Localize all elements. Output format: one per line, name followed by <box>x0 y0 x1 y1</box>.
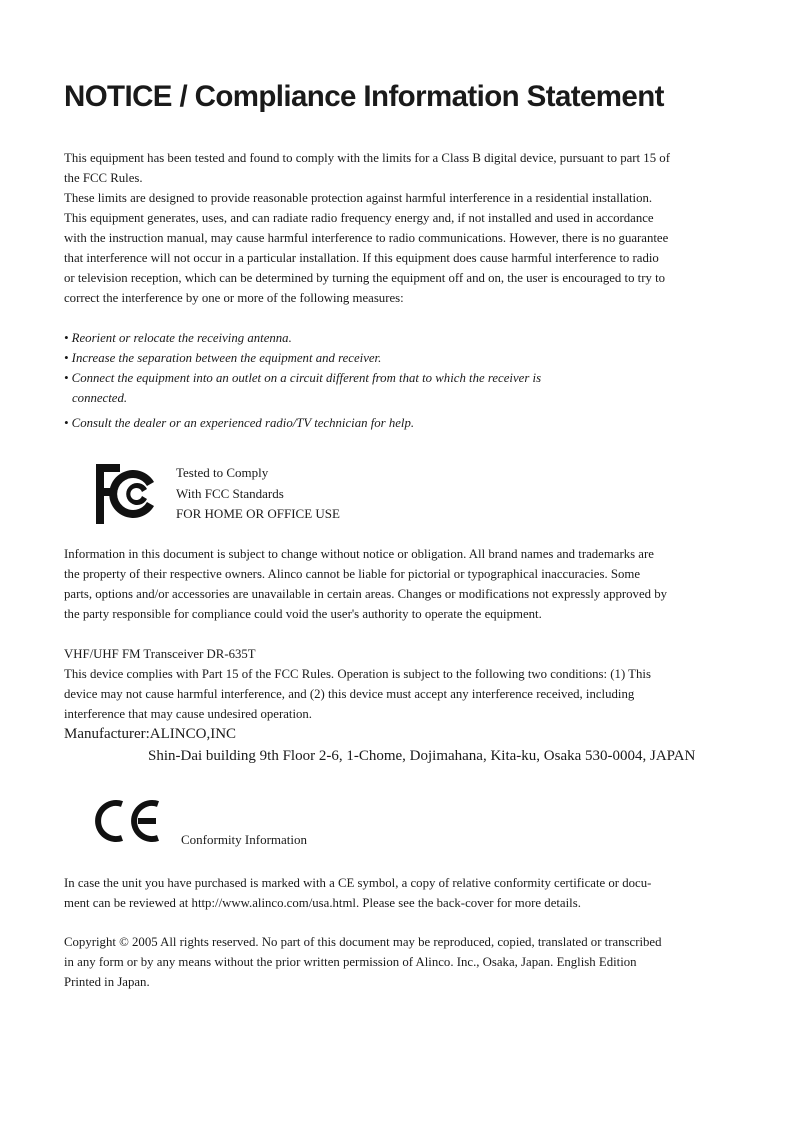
fcc-line: FOR HOME OR OFFICE USE <box>176 506 340 521</box>
list-item: • Consult the dealer or an experienced radio/TV technician for help. <box>64 416 415 430</box>
intro-line: that interference will not occur in a particular installation. If this equipment does cause harmful interference to radio <box>64 251 659 265</box>
intro-paragraph <box>64 148 706 308</box>
fcc-statement <box>176 463 340 525</box>
list-item-text: • Connect the equipment into an outlet on a circuit different from that to which the receiver is <box>64 371 542 385</box>
manufacturer-name: Manufacturer:ALINCO,INC <box>64 726 237 742</box>
ce-line: In case the unit you have purchased is marked with a CE symbol, a copy of relative conformity certificate or docu- <box>64 876 652 890</box>
copyright-paragraph <box>64 932 706 992</box>
copyright-line: Copyright © 2005 All rights reserved. No part of this document may be reproduced, copied, translated or transcribed <box>64 935 662 949</box>
device-line: This device complies with Part 15 of the FCC Rules. Operation is subject to the following two conditions: (1) This <box>64 667 651 681</box>
device-line: device may not cause harmful interference, and (2) this device must accept any interference received, including <box>64 687 635 701</box>
measures-list <box>64 328 706 433</box>
info-line: the party responsible for compliance could void the user's authority to operate the equipment. <box>64 607 542 621</box>
intro-line: This equipment has been tested and found to comply with the limits for a Class B digital device, pursuant to part 15 of <box>64 151 670 165</box>
device-line: interference that may cause undesired operation. <box>64 707 313 721</box>
intro-line: or television reception, which can be determined by turning the equipment off and on, the user is encouraged to try to <box>64 271 666 285</box>
fcc-line: With FCC Standards <box>176 485 284 501</box>
page-title: NOTICE / Compliance Information Statement <box>64 80 664 113</box>
list-item-continuation: connected. <box>72 391 128 405</box>
intro-line: This equipment generates, uses, and can radiate radio frequency energy and, if not installed and used in accordance <box>64 211 654 225</box>
intro-line: These limits are designed to provide reasonable protection against harmful interference in a residential installation. <box>64 191 653 205</box>
fcc-line: Tested to Comply <box>176 465 269 480</box>
device-paragraph <box>64 644 706 724</box>
ce-conformity-label: Conformity Information <box>181 832 308 847</box>
intro-line: the FCC Rules. <box>64 171 143 185</box>
info-paragraph <box>64 544 706 624</box>
list-item: • Increase the separation between the equipment and receiver. <box>64 351 382 365</box>
intro-line: with the instruction manual, may cause harmful interference to radio communications. However, there is no guarantee <box>64 231 669 245</box>
device-title: VHF/UHF FM Transceiver DR-635T <box>64 647 256 661</box>
manufacturer-address: Shin-Dai building 9th Floor 2-6, 1-Chome, Dojimahana, Kita-ku, Osaka 530-0004, JAPAN <box>148 748 696 764</box>
ce-line: ment can be reviewed at http://www.alinco.com/usa.html. Please see the back-cover for more details. <box>64 896 581 910</box>
list-item <box>64 368 706 408</box>
manufacturer-block <box>64 723 695 767</box>
fcc-logo-icon <box>94 462 158 526</box>
info-line: the property of their respective owners. Alinco cannot be liable for pictorial or typographical inaccuracies. Some <box>64 567 641 581</box>
info-line: Information in this document is subject to change without notice or obligation. All brand names and trademarks are <box>64 547 654 561</box>
copyright-line: in any form or by any means without the prior written permission of Alinco. Inc., Osaka, Japan. English Edition <box>64 955 637 969</box>
copyright-line: Printed in Japan. <box>64 975 150 989</box>
intro-line: correct the interference by one or more of the following measures: <box>64 291 404 305</box>
ce-paragraph <box>64 873 706 913</box>
list-item: • Reorient or relocate the receiving antenna. <box>64 331 292 345</box>
ce-mark-icon <box>94 796 164 846</box>
info-line: parts, options and/or accessories are unavailable in certain areas. Changes or modifications not expressly approved by <box>64 587 668 601</box>
